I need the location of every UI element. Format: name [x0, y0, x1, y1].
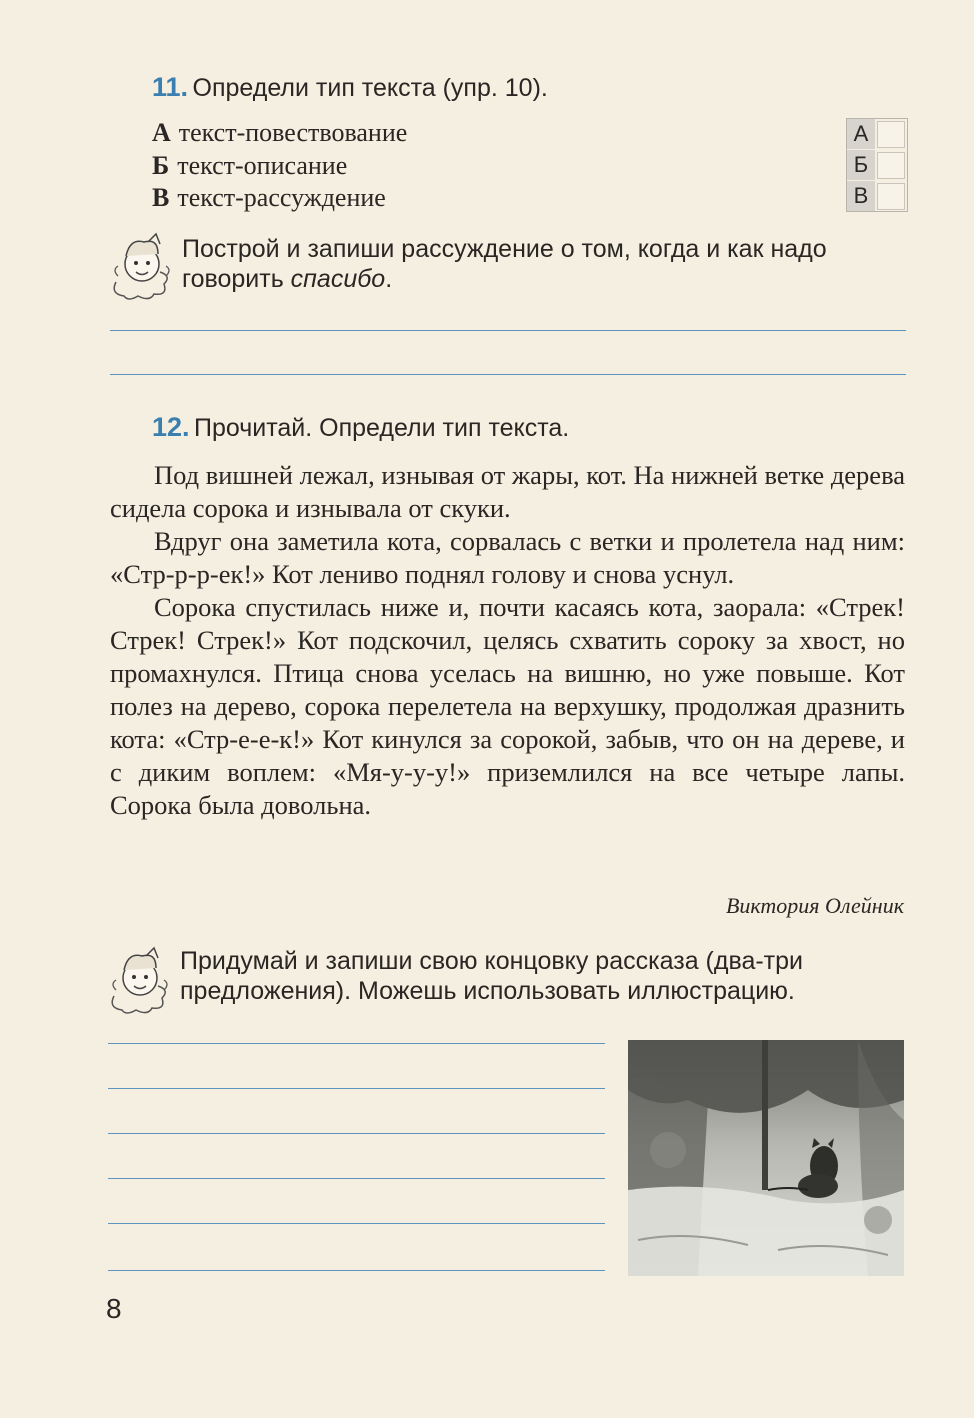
option-a	[152, 118, 407, 148]
task-12-instruction: Придумай и запиши свою концовку рассказа (два-три предложения). Можешь использовать иллюстрацию.	[180, 947, 803, 1005]
option-letter: В	[152, 183, 170, 212]
story-paragraph: Под вишней лежал, изнывая от жары, кот. На нижней ветке дерева сидела сорока и изнывала от скуки.	[110, 460, 905, 523]
answer-box	[846, 118, 908, 212]
writing-line[interactable]	[108, 1178, 605, 1179]
answer-checkbox[interactable]	[877, 121, 905, 148]
writing-line[interactable]	[108, 1223, 605, 1224]
writing-line[interactable]	[110, 330, 906, 331]
option-text: текст-описание	[177, 151, 348, 180]
writing-line[interactable]	[108, 1043, 605, 1044]
task-12-header	[152, 412, 569, 443]
task-11-instruction	[182, 234, 908, 294]
mascot-icon	[106, 946, 174, 1016]
answer-letter: В	[847, 181, 875, 211]
option-text: текст-повествование	[178, 118, 408, 147]
writing-line[interactable]	[108, 1088, 605, 1089]
story-paragraph: Вдруг она заметила кота, сорвалась с ветки и пролетела над ним: «Стр-р-р-ек!» Кот лениво поднял голову и снова уснул.	[110, 526, 905, 589]
task-number: 11.	[152, 72, 189, 102]
option-text: текст-рассуждение	[177, 183, 386, 212]
writing-line[interactable]	[110, 374, 906, 375]
option-b	[152, 151, 347, 181]
page-number: 8	[106, 1293, 122, 1324]
answer-row-a[interactable]	[847, 119, 907, 149]
writing-line[interactable]	[108, 1133, 605, 1134]
illustration-image	[628, 1040, 904, 1276]
writing-line[interactable]	[108, 1270, 605, 1271]
answer-row-c[interactable]	[847, 181, 907, 211]
task-title: Определи тип текста (упр. 10).	[192, 74, 548, 102]
option-letter: А	[152, 118, 171, 147]
task-number: 12.	[152, 412, 190, 442]
option-c	[152, 183, 386, 213]
instruction-italic: спасибо	[290, 265, 386, 293]
answer-letter: Б	[847, 150, 875, 180]
task-11-header	[152, 72, 548, 103]
answer-row-b[interactable]	[847, 150, 907, 180]
task-title: Прочитай. Определи тип текста.	[194, 414, 570, 442]
story-paragraph: Сорока спустилась ниже и, почти касаясь кота, заорала: «Стрек! Стрек! Стрек!» Кот подскочил, целясь схватить сороку за хвост, но промахнулся. Птица снова уселась на вишню, но уже повыше. Кот полез на дерево, сорока перелетела на верхушку, продолжая дразнить кота: «Стр-е-е-к!» Кот кинулся за сорокой, забыв, что он на дереве, и с диким воплем: «Мя-у-у-у!» приземлился на все четыре лапы. Сорока была довольна.	[110, 592, 905, 820]
answer-checkbox[interactable]	[877, 152, 905, 179]
option-letter: Б	[152, 151, 170, 180]
mascot-icon	[108, 232, 176, 302]
author-name: Виктория Олейник	[725, 893, 904, 918]
instruction-text: Построй и запиши рассуждение о том, когда и как надо говорить	[182, 235, 827, 293]
answer-letter: А	[847, 119, 875, 149]
story-text	[110, 459, 905, 822]
instruction-period: .	[385, 265, 393, 293]
answer-checkbox[interactable]	[877, 183, 905, 210]
